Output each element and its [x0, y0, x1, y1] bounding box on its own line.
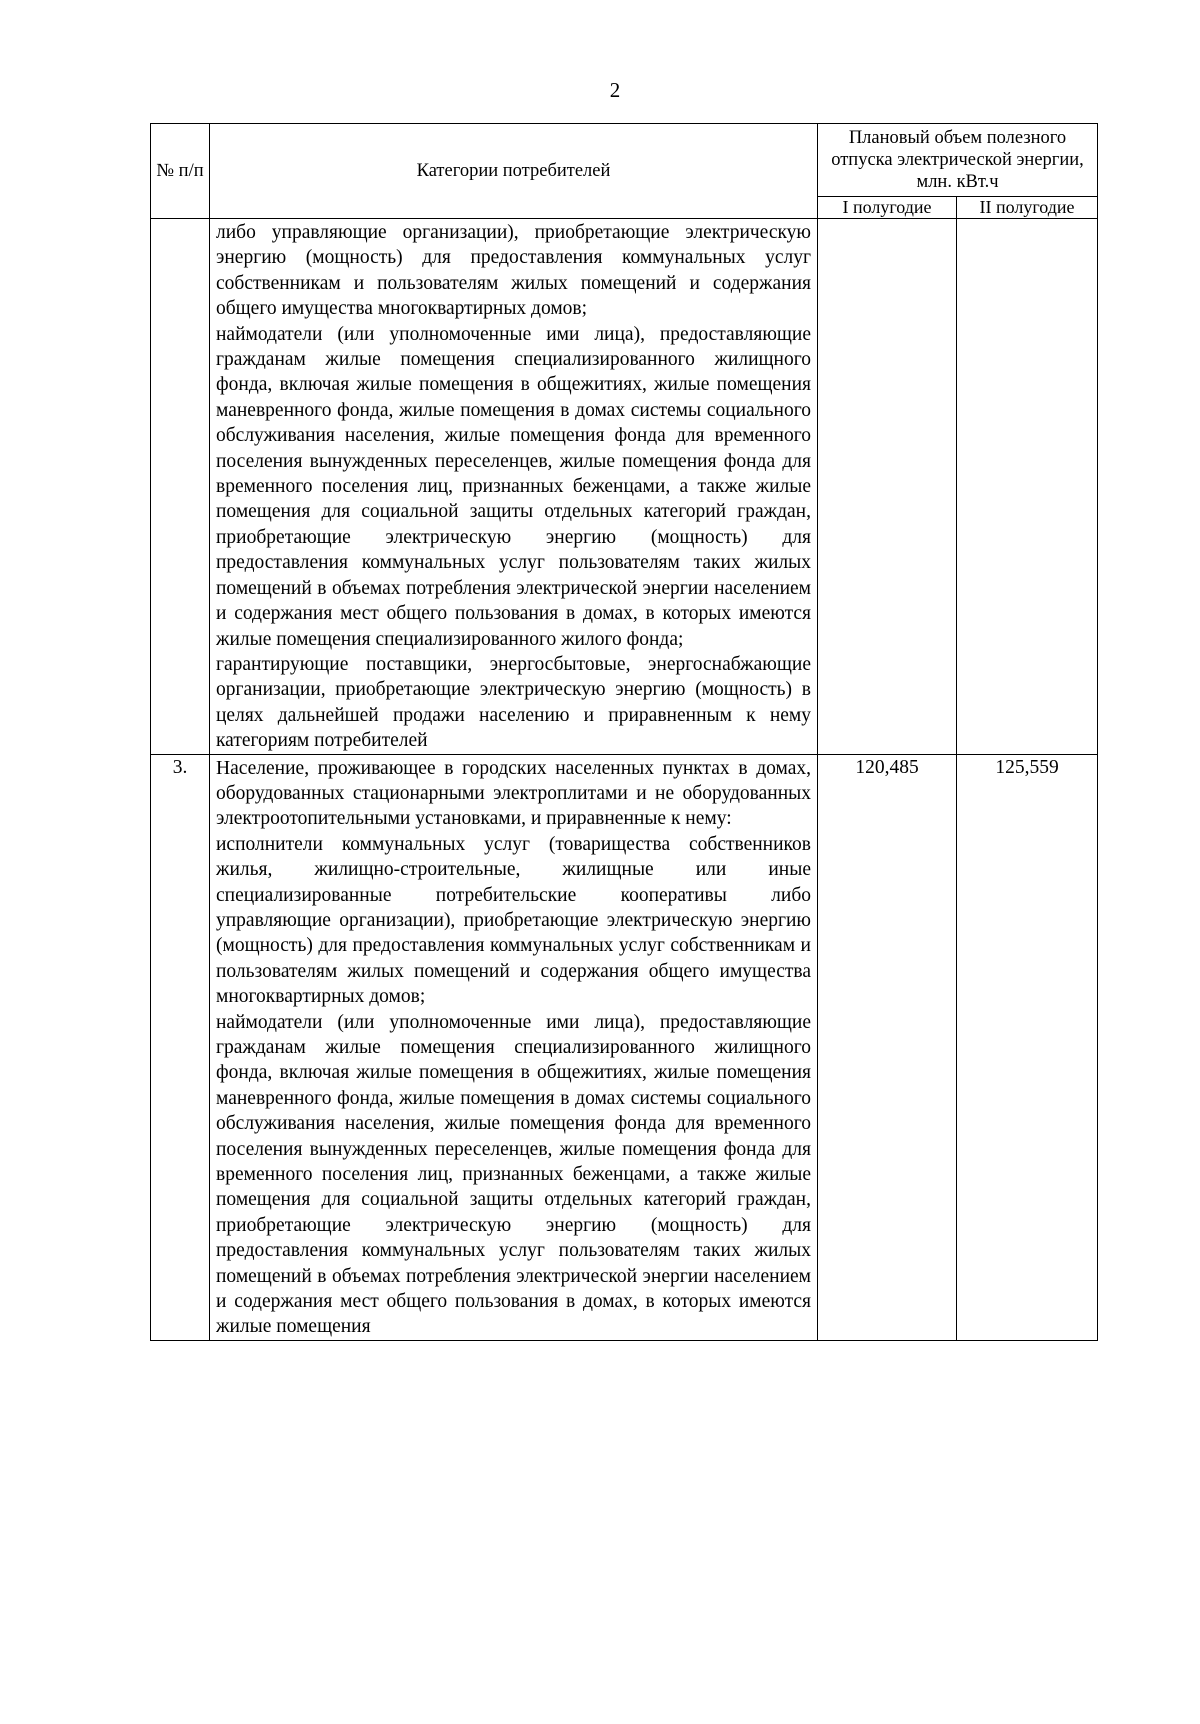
category-paragraph: гарантирующие поставщики, энергосбытовые, энергоснабжающие организации, приобретающие электрическую энергию (мощность) в целях дальнейшей продажи населению и приравненным к нему категориям потребителей: [216, 653, 811, 752]
header-half2: II полугодие: [957, 196, 1098, 218]
category-paragraph: исполнители коммунальных услуг (товарищества собственников жилья, жилищно-строительные, жилищные или иные специализированные потребительские кооперативы либо управляющие организации), приобретающие электрическую энергию (мощность) для предоставления коммунальных услуг собственникам и пользователям жилых помещений и содержания общего имущества многоквартирных домов;: [216, 833, 811, 1008]
value-half2: 125,559: [957, 754, 1098, 1340]
category-paragraph: Население, проживающее в городских населенных пунктах в домах, оборудованных стационарными электроплитами и не оборудованных электроотопительными установками, и приравненные к нему:: [216, 757, 811, 830]
row-number: [151, 219, 210, 755]
row-number: 3.: [151, 754, 210, 1340]
header-volume: Плановый объем полезного отпуска электрической энергии, млн. кВт.ч: [818, 124, 1098, 197]
table-row: [151, 754, 1098, 1340]
category-paragraph: наймодатели (или уполномоченные ими лица), предоставляющие гражданам жилые помещения специализированного жилищного фонда, включая жилые помещения в общежитиях, жилые помещения маневренного фонда, жилые помещения в домах системы социального обслуживания населения, жилые помещения фонда для временного поселения вынужденных переселенцев, жилые помещения фонда для временного поселения лиц, признанных беженцами, а также жилые помещения для социальной защиты отдельных категорий граждан, приобретающие электрическую энергию (мощность) для предоставления коммунальных услуг пользователям таких жилых помещений в объемах потребления электрической энергии населением и содержания мест общего пользования в домах, в которых имеются жилые помещения: [216, 1011, 811, 1338]
consumption-table: [150, 123, 1098, 1341]
value-half1: [818, 219, 957, 755]
value-half2: [957, 219, 1098, 755]
table-row: [151, 219, 1098, 755]
value-half1: 120,485: [818, 754, 957, 1340]
category-paragraph: либо управляющие организации), приобретающие электрическую энергию (мощность) для предоставления коммунальных услуг собственникам и пользователям жилых помещений и содержания общего имущества многоквартирных домов;: [216, 222, 811, 320]
header-num: № п/п: [151, 124, 210, 219]
header-category: Категории потребителей: [210, 124, 818, 219]
row-category-text: [210, 219, 818, 755]
header-half1: I полугодие: [818, 196, 957, 218]
category-paragraph: наймодатели (или уполномоченные ими лица), предоставляющие гражданам жилые помещения специализированного жилищного фонда, включая жилые помещения в общежитиях, жилые помещения маневренного фонда, жилые помещения в домах системы социального обслуживания населения, жилые помещения фонда для временного поселения вынужденных переселенцев, жилые помещения фонда для временного поселения лиц, признанных беженцами, а также жилые помещения для социальной защиты отдельных категорий граждан, приобретающие электрическую энергию (мощность) для предоставления коммунальных услуг пользователям таких жилых помещений в объемах потребления электрической энергии населением и содержания мест общего пользования в домах, в которых имеются жилые помещения специализированного жилого фонда;: [216, 323, 811, 650]
page-number: 2: [609, 78, 621, 102]
row-category-text: [210, 754, 818, 1340]
